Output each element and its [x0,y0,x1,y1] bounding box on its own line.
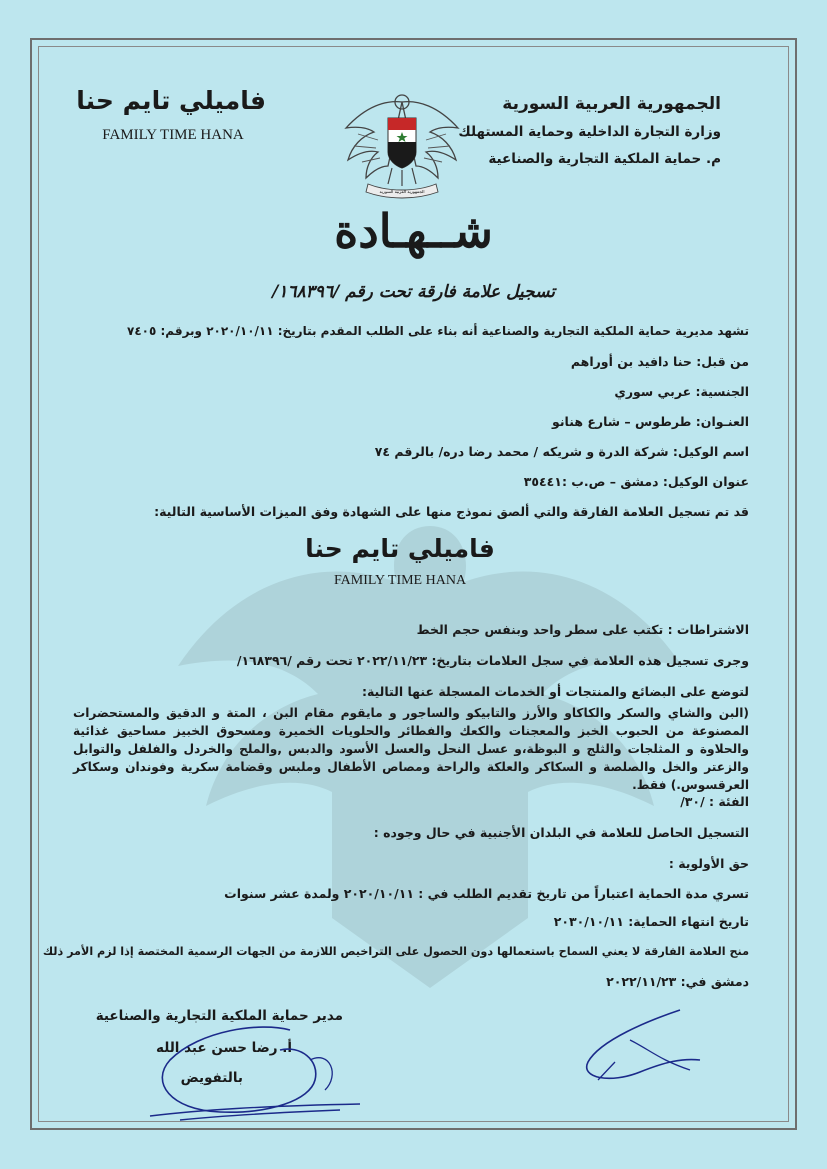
issued-line: دمشق في: ٢٠٢٢/١١/٢٣ [606,974,749,989]
header-line-2: وزارة التجارة الداخلية وحماية المستهلك [458,124,721,140]
header-brand-en: FAMILY TIME HANA [102,127,244,143]
signatory-title: مدير حماية الملكية التجارية والصناعية [95,1008,343,1024]
syrian-eagle-emblem-icon [338,88,466,200]
certificate-subtitle: تسجيل علامة فارقة تحت رقم /١٦٨٣٩٦/ [271,282,555,302]
trademark-sample-en: FAMILY TIME HANA [333,573,467,588]
foreign-registration-line: التسجيل الحاصل للعلامة في البلدان الأجنبية في حال وجوده : [373,825,749,840]
signatory-authority: بالتفويض [180,1070,243,1086]
applicant-line: من قبل: حنا دافيد بن أوراهم [570,354,749,369]
requirements-line: الاشتراطات : تكتب على سطر واحد وبنفس حجم الخط [416,622,749,637]
header-brand-ar: فاميلي تايم حنا [76,86,266,115]
right-signature-icon [570,1000,710,1090]
header-line-1: الجمهورية العربية السورية [502,94,721,114]
nationality-line: الجنسية: عربي سوري [614,384,749,399]
class-line: الفئة : /٣٠/ [680,794,749,809]
agent-address-line: عنوان الوكيل: دمشق – ص.ب :٣٥٤٤١ [523,474,749,489]
left-signature-icon [140,1020,380,1130]
notice-line: منح العلامة الفارقة لا يعني السماح باستعمالها دون الحصول على التراخيص اللازمة من الجهات الرسمية المختصة إذا لزم الأمر ذلك [42,945,749,958]
emblem-caption: الجمهورية العربية السورية [379,189,425,194]
expiry-line: تاريخ انتهاء الحماية: ٢٠٣٠/١٠/١١ [553,914,749,929]
goods-list-paragraph: (البن والشاي والسكر والكاكاو والأرز والتابيكو والساجور و مايقوم مقام البن ، المتة و الدقيق والمستحضرات المصنوعة من الحبوب الخبز والمعجنات والكعك والفطائر والحلويات الخميرة ومسحوق الخبيز مساحيق غذائية والحلاوة و المثلجات والثلج و البوظة،و عسل النحل والعسل الأسود والدبس ,والملح والخردل والفلفل والتوابل والزعتر والخل والصلصة و السكاكر والعلكة والراحة ومصاص الأطفال وملبس وقضامة سكرية وفوندان وسكاكر العرقسوس.) فقط. [73,706,749,792]
agent-name-line: اسم الوكيل: شركة الدرة و شريكه / محمد رضا دره/ بالرقم ٧٤ [374,444,749,459]
trademark-sample-ar: فاميلي تايم حنا [305,534,495,563]
certificate-title: شــهـادة [334,204,493,258]
header-line-3: م. حماية الملكية التجارية والصناعية [488,151,721,167]
recorded-line: وجرى تسجيل هذه العلامة في سجل العلامات بتاريخ: ٢٠٢٢/١١/٢٣ تحت رقم /١٦٨٣٩٦/ [236,653,749,668]
goods-intro-line: لتوضع على البضائع والمنتجات أو الخدمات المسجلة عنها التالية: [361,684,749,699]
protection-line: تسري مدة الحماية اعتباراً من تاريخ تقديم الطلب في : ٢٠٢٠/١٠/١١ ولمدة عشر سنوات [224,886,749,901]
registered-line: قد تم تسجيل العلامة الفارقة والتي ألصق نموذج منها على الشهادة وفق الميزات الأساسية التالية: [154,504,749,519]
priority-line: حق الأولوية : [668,856,749,871]
address-line: العنـوان: طرطوس – شارع هنانو [552,414,749,429]
intro-line: تشهد مديرية حماية الملكية التجارية والصناعية أنه بناء على الطلب المقدم بتاريخ: ٢٠٢٠/١٠/١١ وبرقم: ٧٤٠٥ [127,324,749,338]
signatory-name: أ. رضا حسن عبد الله [156,1040,292,1056]
